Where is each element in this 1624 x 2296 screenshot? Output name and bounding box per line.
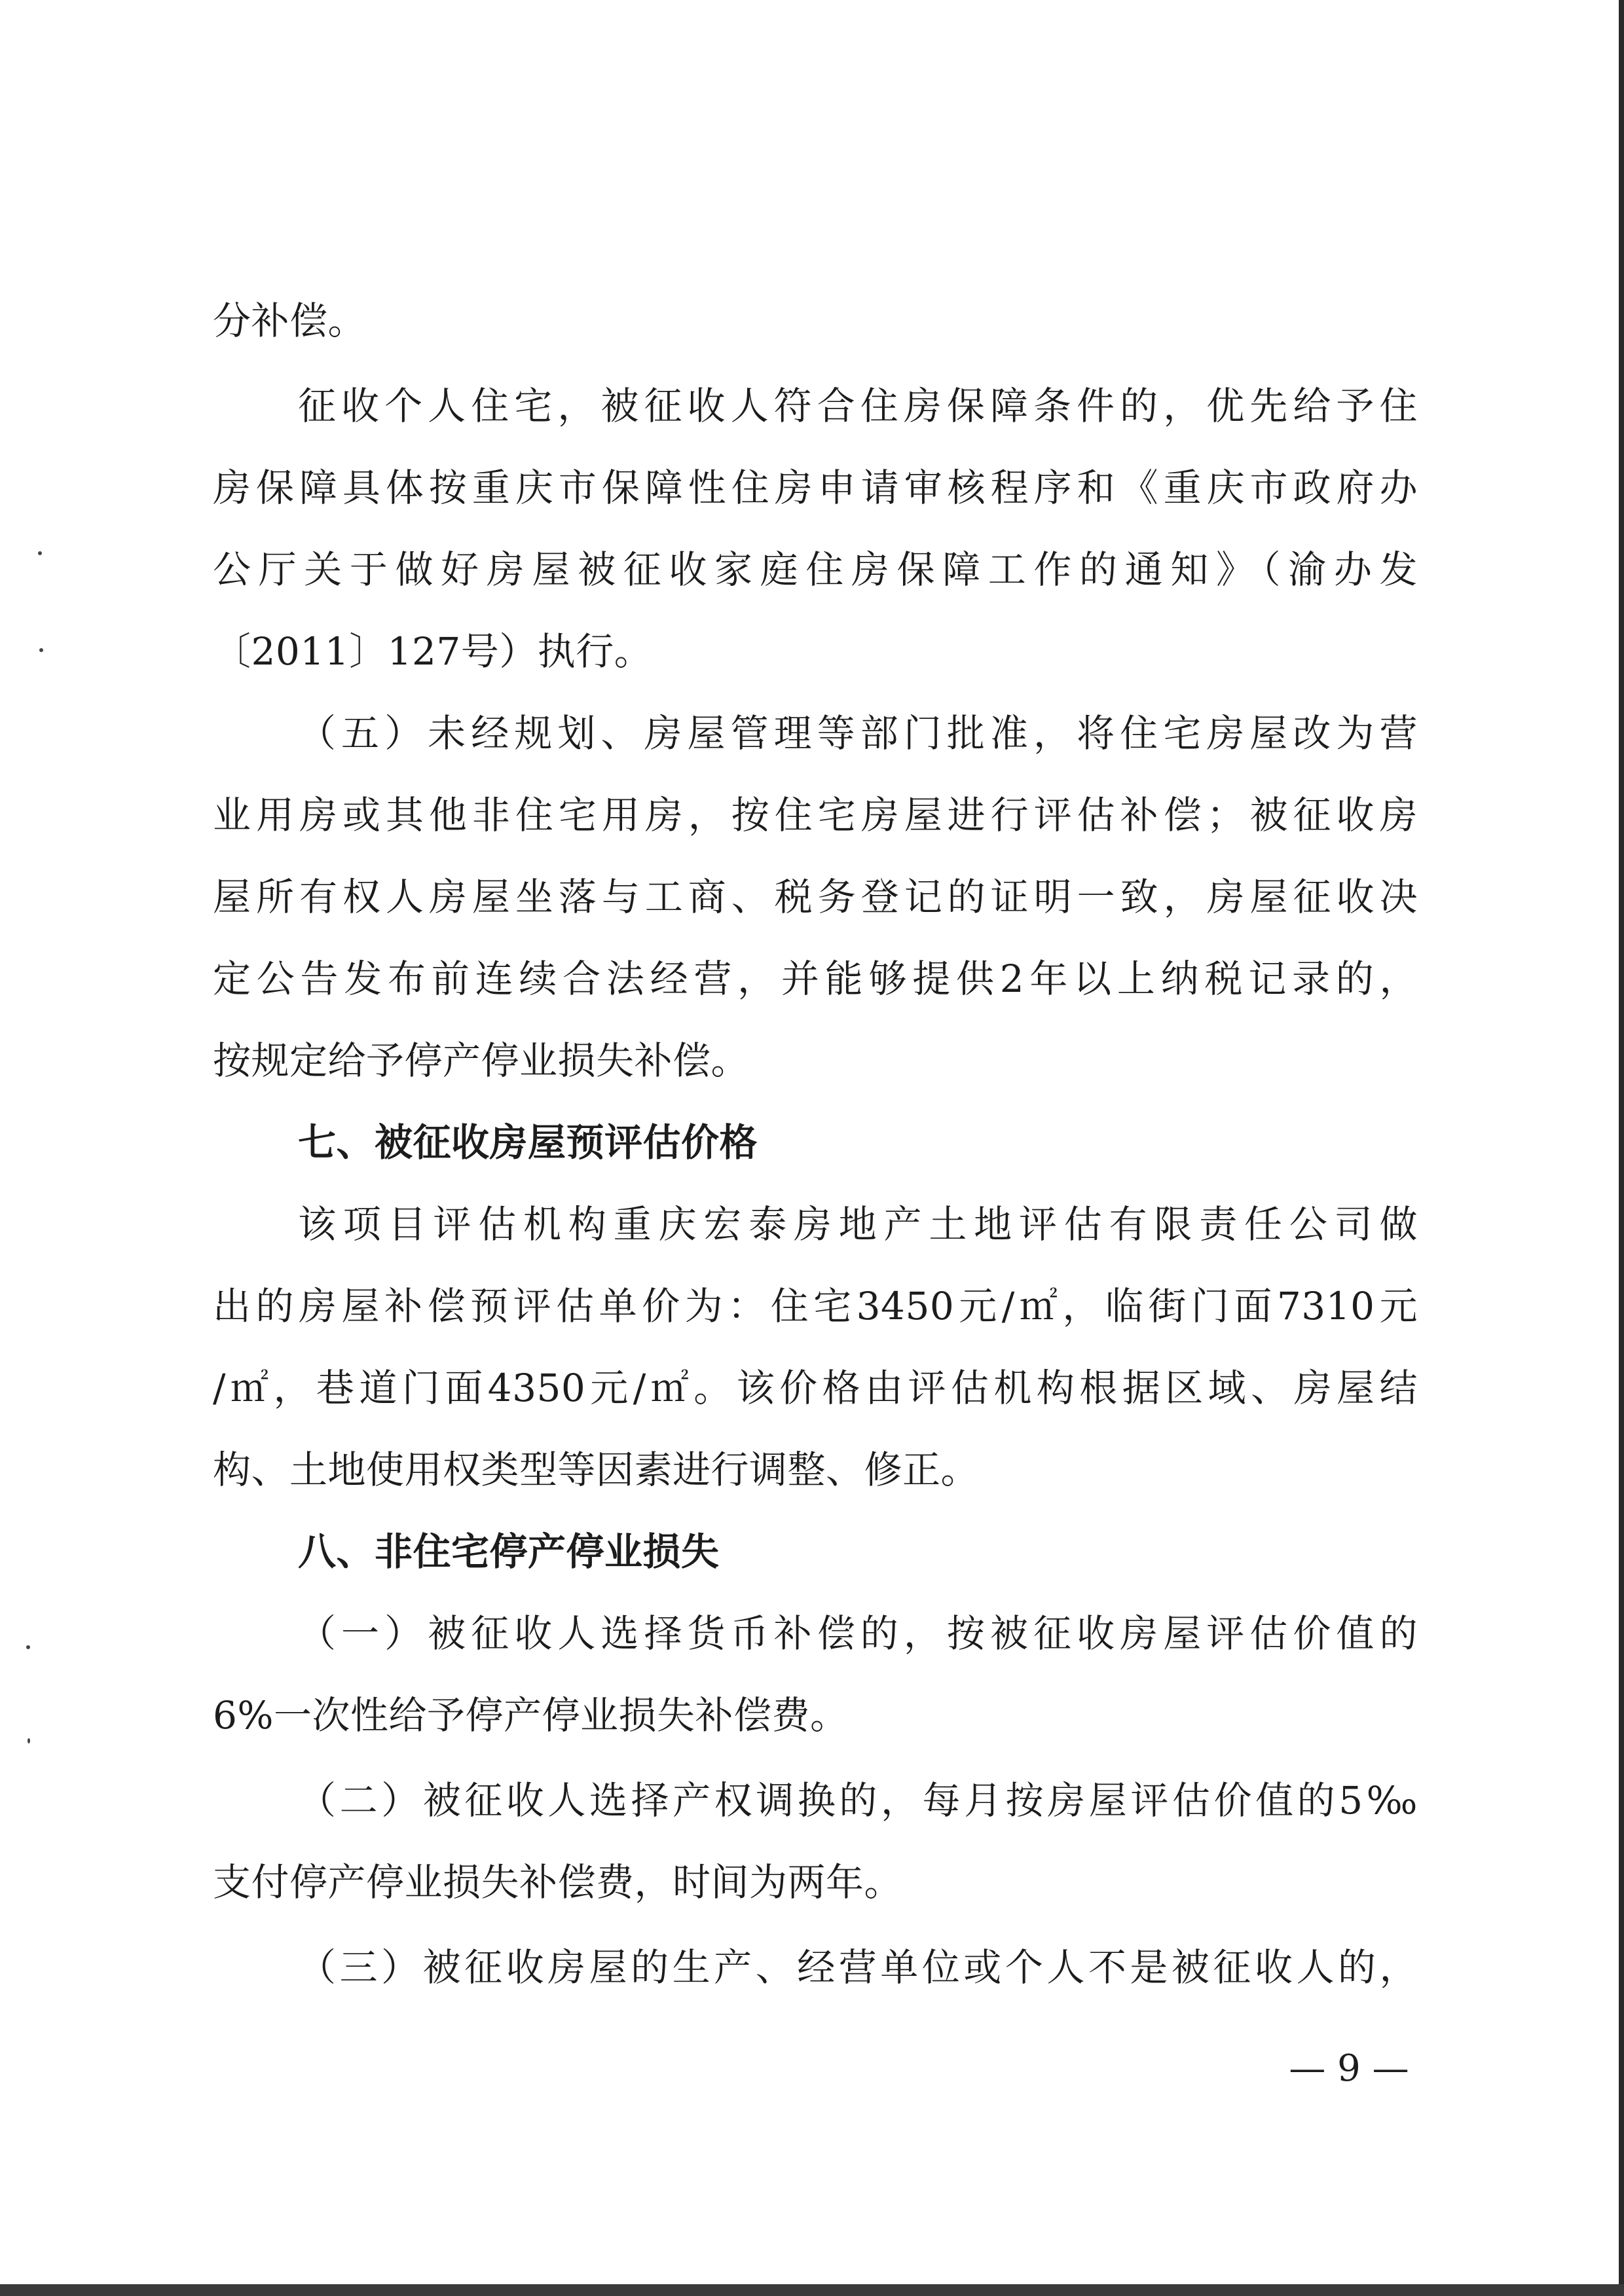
paragraph-line: 征收个人住宅，被征收人符合住房保障条件的，优先给予住	[298, 384, 1418, 428]
paragraph-line: 6%一次性给予停产停业损失补偿费。	[213, 1693, 849, 1738]
paragraph-line: 该项目评估机构重庆宏泰房地产土地评估有限责任公司做	[298, 1202, 1418, 1247]
paragraph-line: 屋所有权人房屋坐落与工商、税务登记的证明一致，房屋征收决	[213, 875, 1418, 919]
paragraph-line: 按规定给予停产停业损失补偿。	[213, 1038, 750, 1083]
paragraph-line: （一）被征收人选择货币补偿的，按被征收房屋评估价值的	[298, 1611, 1418, 1656]
paragraph-line: （五）未经规划、房屋管理等部门批准，将住宅房屋改为营	[298, 711, 1418, 756]
paragraph-line: 出的房屋补偿预评估单价为：住宅3450元/㎡，临街门面7310元	[213, 1284, 1418, 1328]
paragraph-line: 分补偿。	[213, 299, 367, 343]
scan-speck	[39, 648, 43, 652]
paragraph-line: 〔2011〕127号）执行。	[213, 629, 653, 674]
section-heading-8: 八、非住宅停产停业损失	[298, 1529, 720, 1574]
paragraph-line: 支付停产停业损失补偿费，时间为两年。	[213, 1860, 903, 1904]
scan-speck	[28, 1738, 30, 1743]
paragraph-line: 公厅关于做好房屋被征收家庭住房保障工作的通知》（渝办发	[213, 547, 1418, 592]
paragraph-line: （三）被征收房屋的生产、经营单位或个人不是被征收人的，	[298, 1945, 1418, 1990]
page-number: — 9 —	[1289, 2047, 1409, 2090]
paragraph-line: 房保障具体按重庆市保障性住房申请审核程序和《重庆市政府办	[213, 465, 1418, 510]
paragraph-line: 定公告发布前连续合法经营，并能够提供2年以上纳税记录的，	[213, 957, 1418, 1001]
section-heading-7: 七、被征收房屋预评估价格	[298, 1120, 758, 1165]
paragraph-line: 业用房或其他非住宅用房，按住宅房屋进行评估补偿；被征收房	[213, 793, 1418, 837]
scan-edge-bottom	[0, 2284, 1624, 2296]
scan-speck	[26, 1645, 30, 1649]
paragraph-line: （二）被征收人选择产权调换的，每月按房屋评估价值的5‰	[298, 1778, 1418, 1823]
paragraph-line: /㎡，巷道门面4350元/㎡。该价格由评估机构根据区域、房屋结	[213, 1366, 1418, 1410]
scan-edge-right	[1619, 0, 1624, 2296]
paragraph-line: 构、土地使用权类型等因素进行调整、修正。	[213, 1448, 980, 1492]
scan-speck	[38, 551, 42, 555]
